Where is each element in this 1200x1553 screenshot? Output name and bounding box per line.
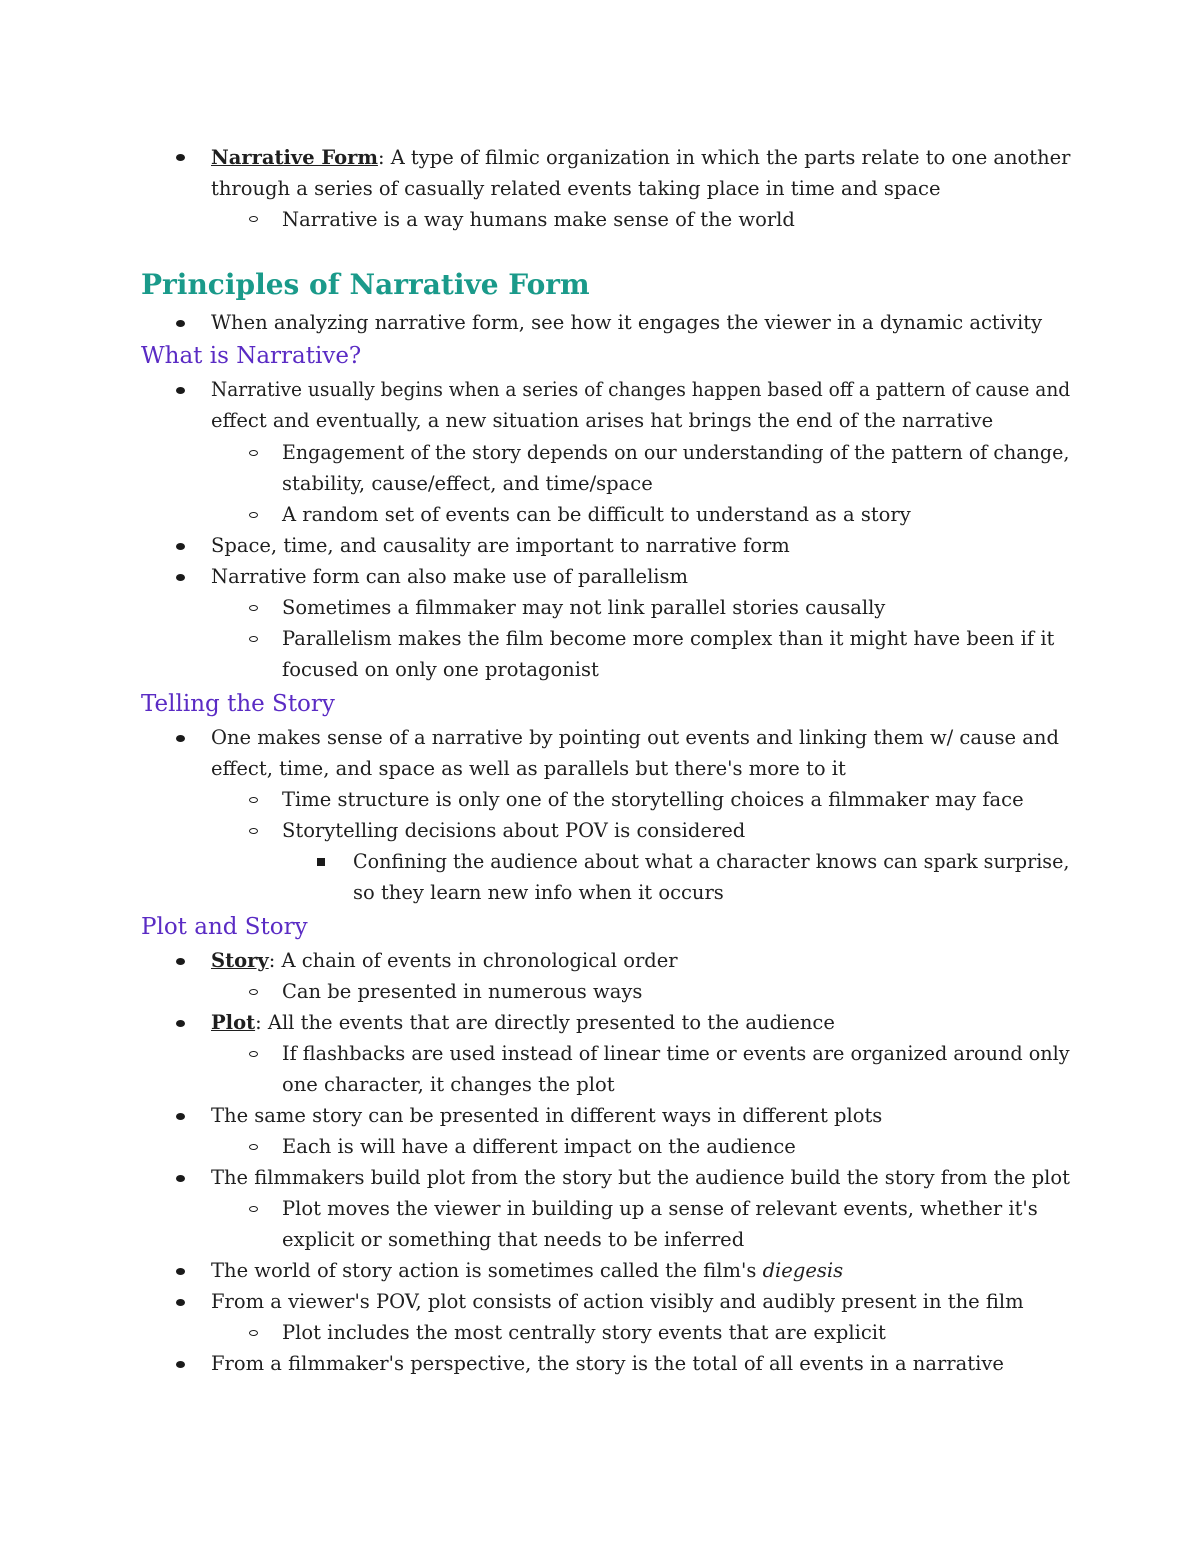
bullet-circle-icon xyxy=(249,1051,258,1057)
heading-what-is-narrative: What is Narrative? xyxy=(141,343,362,369)
plot-definition: Plot: All the events that are directly presented to the audience xyxy=(211,1011,835,1034)
list-item: Space, time, and causality are important to narrative form xyxy=(211,534,790,557)
list-item: Each is will have a different impact on the audience xyxy=(282,1135,796,1158)
narrative-form-definition: Narrative Form: A type of filmic organization in which the parts relate to one another xyxy=(211,146,1071,169)
list-item-cont: explicit or something that needs to be inferred xyxy=(282,1228,745,1251)
list-item-cont: so they learn new info when it occurs xyxy=(353,881,724,904)
list-item: Can be presented in numerous ways xyxy=(282,980,643,1003)
bullet-disc-icon xyxy=(176,958,185,965)
list-item: One makes sense of a narrative by pointing out events and linking them w/ cause and xyxy=(211,726,1059,749)
list-item: Narrative usually begins when a series of changes happen based off a pattern of cause and xyxy=(211,378,1071,401)
bullet-disc-icon xyxy=(176,1361,185,1368)
bullet-circle-icon xyxy=(249,828,258,834)
heading-principles: Principles of Narrative Form xyxy=(141,268,590,301)
list-item: Time structure is only one of the storytelling choices a filmmaker may face xyxy=(282,788,1024,811)
list-item-cont: one character, it changes the plot xyxy=(282,1073,615,1096)
list-item: Confining the audience about what a character knows can spark surprise, xyxy=(353,850,1070,873)
bullet-disc-icon xyxy=(176,1020,185,1027)
bullet-square-icon xyxy=(317,858,325,866)
term-narrative-form: Narrative Form xyxy=(211,146,378,169)
bullet-circle-icon xyxy=(249,512,258,518)
list-item: From a viewer's POV, plot consists of action visibly and audibly present in the film xyxy=(211,1290,1024,1313)
list-item: The same story can be presented in different ways in different plots xyxy=(211,1104,883,1127)
diegesis-item: The world of story action is sometimes called the film's diegesis xyxy=(211,1259,844,1282)
heading-telling-the-story: Telling the Story xyxy=(141,691,335,717)
list-item: A random set of events can be difficult to understand as a story xyxy=(282,503,911,526)
list-item: Engagement of the story depends on our understanding of the pattern of change, xyxy=(282,441,1070,464)
bullet-disc-icon xyxy=(176,1175,185,1182)
list-item: Sometimes a filmmaker may not link parallel stories causally xyxy=(282,596,886,619)
bullet-circle-icon xyxy=(249,1330,258,1336)
bullet-circle-icon xyxy=(249,216,258,222)
list-item-cont: effect and eventually, a new situation arises hat brings the end of the narrative xyxy=(211,409,994,432)
story-definition: Story: A chain of events in chronological order xyxy=(211,949,678,972)
bullet-circle-icon xyxy=(249,989,258,995)
term-diegesis: diegesis xyxy=(762,1259,844,1282)
list-item: When analyzing narrative form, see how it engages the viewer in a dynamic activity xyxy=(211,311,1043,334)
list-item-cont: focused on only one protagonist xyxy=(282,658,599,681)
term-plot: Plot xyxy=(211,1011,256,1034)
bullet-disc-icon xyxy=(176,1268,185,1275)
narrative-form-definition-cont: through a series of casually related events taking place in time and space xyxy=(211,177,941,200)
list-item: Plot moves the viewer in building up a sense of relevant events, whether it's xyxy=(282,1197,1038,1220)
bullet-circle-icon xyxy=(249,1206,258,1212)
list-item: If flashbacks are used instead of linear time or events are organized around only xyxy=(282,1042,1070,1065)
bullet-disc-icon xyxy=(176,1113,185,1120)
term-story: Story xyxy=(211,949,269,972)
bullet-circle-icon xyxy=(249,605,258,611)
bullet-disc-icon xyxy=(176,735,185,742)
bullet-disc-icon xyxy=(176,320,185,327)
bullet-circle-icon xyxy=(249,797,258,803)
bullet-disc-icon xyxy=(176,1299,185,1306)
bullet-disc-icon xyxy=(176,387,185,394)
bullet-disc-icon xyxy=(176,574,185,581)
list-item: The filmmakers build plot from the story but the audience build the story from the plot xyxy=(211,1166,1070,1189)
list-item: Narrative is a way humans make sense of the world xyxy=(282,208,795,231)
list-item-cont: stability, cause/effect, and time/space xyxy=(282,472,653,495)
bullet-circle-icon xyxy=(249,636,258,642)
list-item: Parallelism makes the film become more complex than it might have been if it xyxy=(282,627,1055,650)
list-item: Storytelling decisions about POV is considered xyxy=(282,819,746,842)
list-item: Plot includes the most centrally story events that are explicit xyxy=(282,1321,886,1344)
list-item-cont: effect, time, and space as well as parallels but there's more to it xyxy=(211,757,846,780)
list-item: From a filmmaker's perspective, the story is the total of all events in a narrative xyxy=(211,1352,1004,1375)
list-item: Narrative form can also make use of parallelism xyxy=(211,565,689,588)
heading-plot-and-story: Plot and Story xyxy=(141,914,308,940)
bullet-circle-icon xyxy=(249,1144,258,1150)
bullet-circle-icon xyxy=(249,450,258,456)
bullet-disc-icon xyxy=(176,543,185,550)
bullet-disc-icon xyxy=(176,154,185,161)
